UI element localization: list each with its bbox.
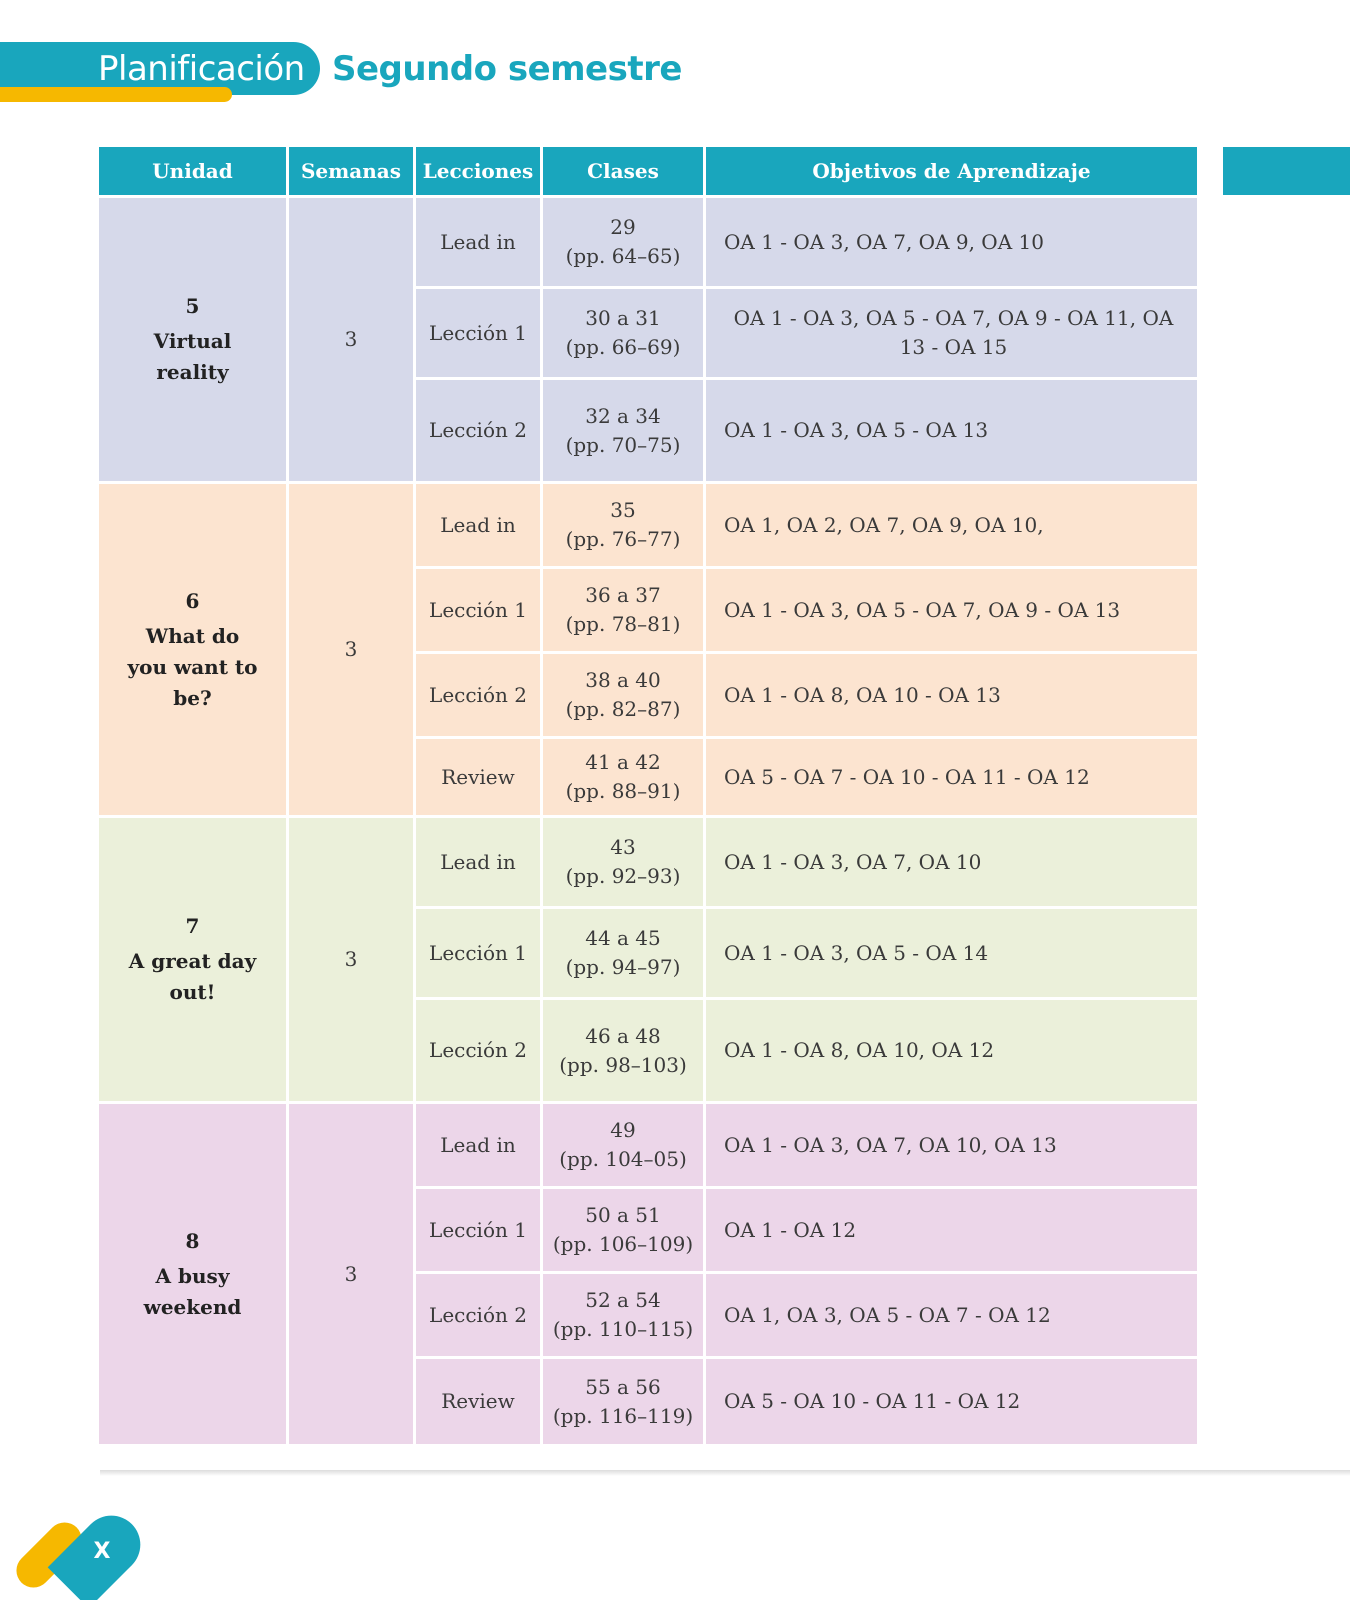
class-number: 49 <box>610 1118 636 1142</box>
table-shadow <box>100 1470 1350 1476</box>
class-cell <box>543 289 703 377</box>
class-cell <box>543 1000 703 1101</box>
unit-cell <box>99 198 286 481</box>
unit-name: What do you want to be? <box>127 623 258 710</box>
unit-name: Virtual reality <box>153 329 232 384</box>
class-cell <box>543 818 703 906</box>
weeks-cell: 3 <box>289 198 413 481</box>
class-number: 43 <box>610 835 636 859</box>
table-row <box>99 1104 1197 1186</box>
objectives-cell: OA 1 - OA 3, OA 5 - OA 7, OA 9 - OA 11, OA 13 - OA 15 <box>706 289 1197 377</box>
weeks-cell: 3 <box>289 1104 413 1444</box>
objectives-cell: OA 1 - OA 8, OA 10 - OA 13 <box>706 654 1197 736</box>
unit-cell <box>99 484 286 815</box>
unit-name: A great day out! <box>128 949 257 1004</box>
lesson-cell: Lección 2 <box>416 1274 540 1356</box>
lesson-cell: Lead in <box>416 198 540 286</box>
class-number: 30 a 31 <box>585 306 661 330</box>
class-pages: (pp. 94–97) <box>565 955 681 979</box>
lesson-cell: Lección 1 <box>416 909 540 997</box>
class-pages: (pp. 82–87) <box>565 697 681 721</box>
lesson-cell: Lección 2 <box>416 380 540 481</box>
objectives-cell: OA 1, OA 2, OA 7, OA 9, OA 10, <box>706 484 1197 566</box>
lesson-cell: Lead in <box>416 484 540 566</box>
objectives-cell: OA 1 - OA 3, OA 7, OA 9, OA 10 <box>706 198 1197 286</box>
class-pages: (pp. 66–69) <box>565 335 681 359</box>
lesson-cell: Lead in <box>416 1104 540 1186</box>
lesson-cell: Lección 2 <box>416 1000 540 1101</box>
table-row <box>99 818 1197 906</box>
column-header-clases: Clases <box>543 147 703 195</box>
class-number: 41 a 42 <box>585 750 661 774</box>
class-number: 36 a 37 <box>585 583 661 607</box>
column-header-lecciones: Lecciones <box>416 147 540 195</box>
objectives-cell: OA 1 - OA 3, OA 5 - OA 7, OA 9 - OA 13 <box>706 569 1197 651</box>
table-row <box>99 484 1197 566</box>
class-number: 32 a 34 <box>585 403 661 428</box>
unit-cell <box>99 818 286 1101</box>
class-number: 38 a 40 <box>585 668 661 692</box>
class-pages: (pp. 64–65) <box>565 244 681 268</box>
planning-table <box>96 144 1200 1447</box>
lesson-cell: Review <box>416 1359 540 1444</box>
class-pages: (pp. 116–119) <box>552 1403 694 1428</box>
table-row <box>99 198 1197 286</box>
class-number: 44 a 45 <box>585 926 661 950</box>
unit-cell <box>99 1104 286 1444</box>
class-pages: (pp. 70–75) <box>565 432 681 457</box>
class-pages: (pp. 106–109) <box>552 1232 694 1256</box>
class-pages: (pp. 76–77) <box>565 527 681 551</box>
column-header-unidad: Unidad <box>99 147 286 195</box>
lesson-cell: Lección 1 <box>416 569 540 651</box>
class-number: 46 a 48 <box>585 1023 661 1048</box>
lesson-cell: Lead in <box>416 818 540 906</box>
unit-number: 8 <box>185 1228 200 1253</box>
unit-number: 7 <box>185 914 200 938</box>
objectives-cell: OA 1 - OA 3, OA 5 - OA 13 <box>706 380 1197 481</box>
objectives-cell: OA 1 - OA 12 <box>706 1189 1197 1271</box>
unit-name: A busy weekend <box>143 1263 242 1319</box>
class-cell <box>543 380 703 481</box>
class-cell <box>543 909 703 997</box>
class-number: 50 a 51 <box>585 1203 661 1227</box>
objectives-cell: OA 1 - OA 3, OA 7, OA 10, OA 13 <box>706 1104 1197 1186</box>
lesson-cell: Lección 2 <box>416 654 540 736</box>
class-pages: (pp. 98–103) <box>559 1052 687 1077</box>
unit-number: 6 <box>185 588 200 613</box>
weeks-cell: 3 <box>289 484 413 815</box>
objectives-cell: OA 1 - OA 3, OA 5 - OA 14 <box>706 909 1197 997</box>
header-extension-bar <box>1223 147 1350 195</box>
objectives-cell: OA 1 - OA 3, OA 7, OA 10 <box>706 818 1197 906</box>
class-number: 55 a 56 <box>585 1374 661 1399</box>
class-cell <box>543 1359 703 1444</box>
unit-number: 5 <box>185 294 200 318</box>
page-number: X <box>93 1539 111 1564</box>
class-number: 52 a 54 <box>585 1288 661 1312</box>
objectives-cell: OA 1 - OA 8, OA 10, OA 12 <box>706 1000 1197 1101</box>
class-pages: (pp. 78–81) <box>565 612 681 636</box>
lesson-cell: Lección 1 <box>416 1189 540 1271</box>
objectives-cell: OA 5 - OA 7 - OA 10 - OA 11 - OA 12 <box>706 739 1197 815</box>
class-cell <box>543 198 703 286</box>
class-pages: (pp. 88–91) <box>565 779 681 803</box>
class-cell <box>543 654 703 736</box>
objectives-cell: OA 1, OA 3, OA 5 - OA 7 - OA 12 <box>706 1274 1197 1356</box>
class-cell <box>543 1189 703 1271</box>
class-pages: (pp. 104–05) <box>559 1147 687 1171</box>
objectives-cell: OA 5 - OA 10 - OA 11 - OA 12 <box>706 1359 1197 1444</box>
class-cell <box>543 1104 703 1186</box>
column-header-objetivos: Objetivos de Aprendizaje <box>706 147 1197 195</box>
lesson-cell: Review <box>416 739 540 815</box>
weeks-cell: 3 <box>289 818 413 1101</box>
class-number: 29 <box>610 215 636 239</box>
class-cell <box>543 1274 703 1356</box>
lesson-cell: Lección 1 <box>416 289 540 377</box>
semester-title: Segundo semestre <box>332 49 682 89</box>
table-header-row <box>99 147 1197 195</box>
column-header-semanas: Semanas <box>289 147 413 195</box>
planning-title: Planificación <box>98 49 305 89</box>
class-cell <box>543 569 703 651</box>
class-pages: (pp. 110–115) <box>552 1317 694 1341</box>
class-cell <box>543 739 703 815</box>
class-cell <box>543 484 703 566</box>
class-pages: (pp. 92–93) <box>565 864 681 888</box>
class-number: 35 <box>610 498 636 522</box>
